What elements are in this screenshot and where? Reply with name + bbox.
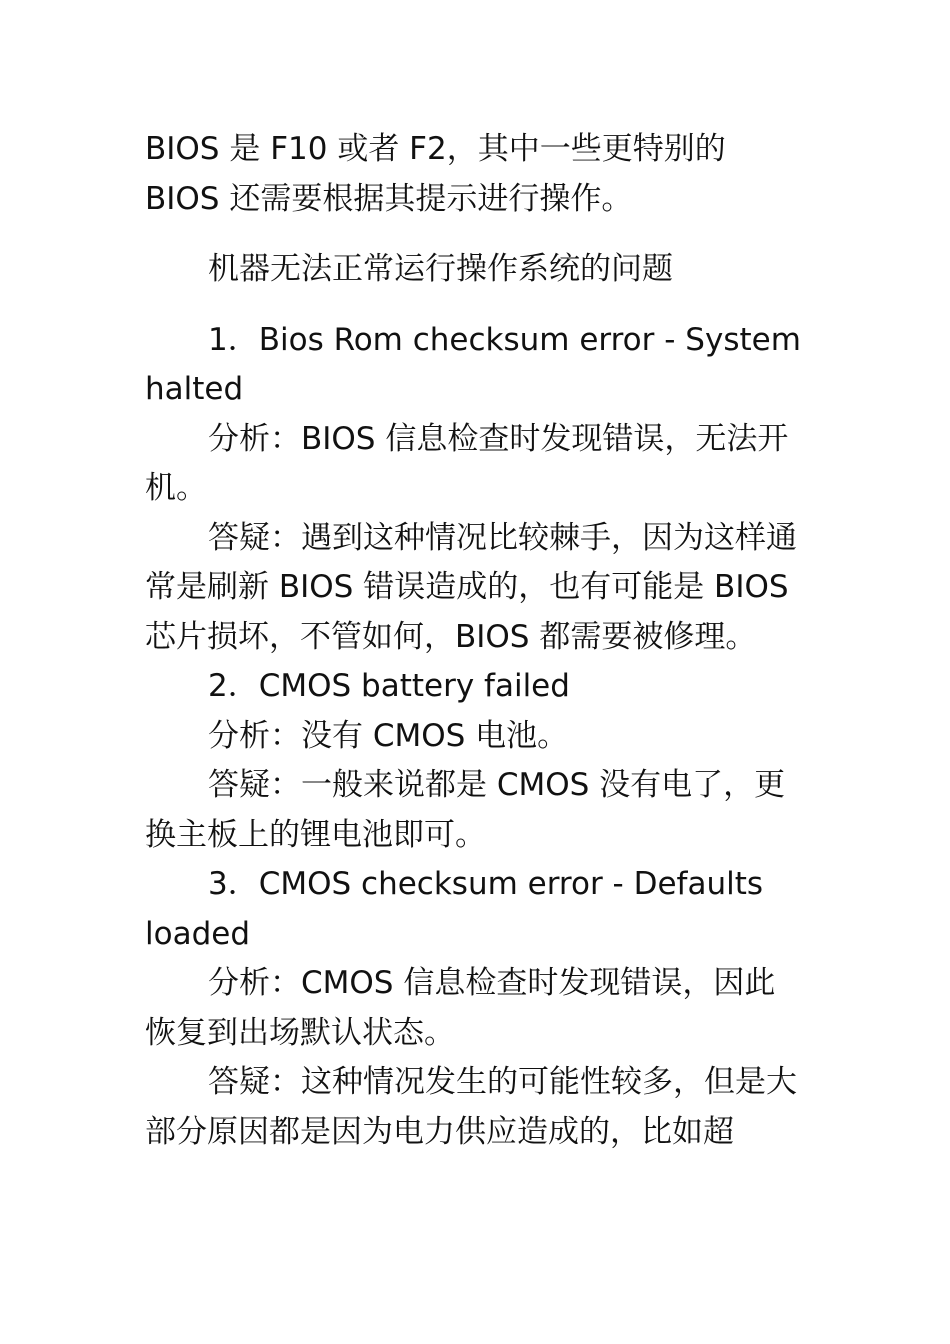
document-body (145, 125, 805, 1157)
error-item-1-answer: 答疑：遇到这种情况比较棘手，因为这样通常是刷新 BIOS 错误造成的，也有可能是 BIOS 芯片损坏，不管如何，BIOS 都需要被修理。 (145, 519, 797, 655)
section-heading: 机器无法正常运行操作系统的问题 (208, 251, 673, 287)
error-item-3-analysis: 分析：CMOS 信息检查时发现错误，因此恢复到出场默认状态。 (145, 965, 776, 1051)
error-item-3-answer: 答疑：这种情况发生的可能性较多，但是大部分原因都是因为电力供应造成的，比如超 (145, 1064, 797, 1150)
error-item-2-title: 2．CMOS battery failed (208, 668, 570, 704)
error-item-3-title: 3．CMOS checksum error - Defaults loaded (145, 866, 764, 952)
paragraph-bios-key-note: BIOS 是 F10 或者 F2，其中一些更特别的 BIOS 还需要根据其提示进行操作。 (145, 131, 726, 217)
error-item-1-analysis: 分析：BIOS 信息检查时发现错误，无法开机。 (145, 420, 789, 506)
error-item-2-analysis: 分析：没有 CMOS 电池。 (208, 717, 569, 754)
error-item-1-title: 1．Bios Rom checksum error - System halted (145, 321, 801, 407)
error-item-2-answer: 答疑：一般来说都是 CMOS 没有电了，更换主板上的锂电池即可。 (145, 767, 786, 853)
